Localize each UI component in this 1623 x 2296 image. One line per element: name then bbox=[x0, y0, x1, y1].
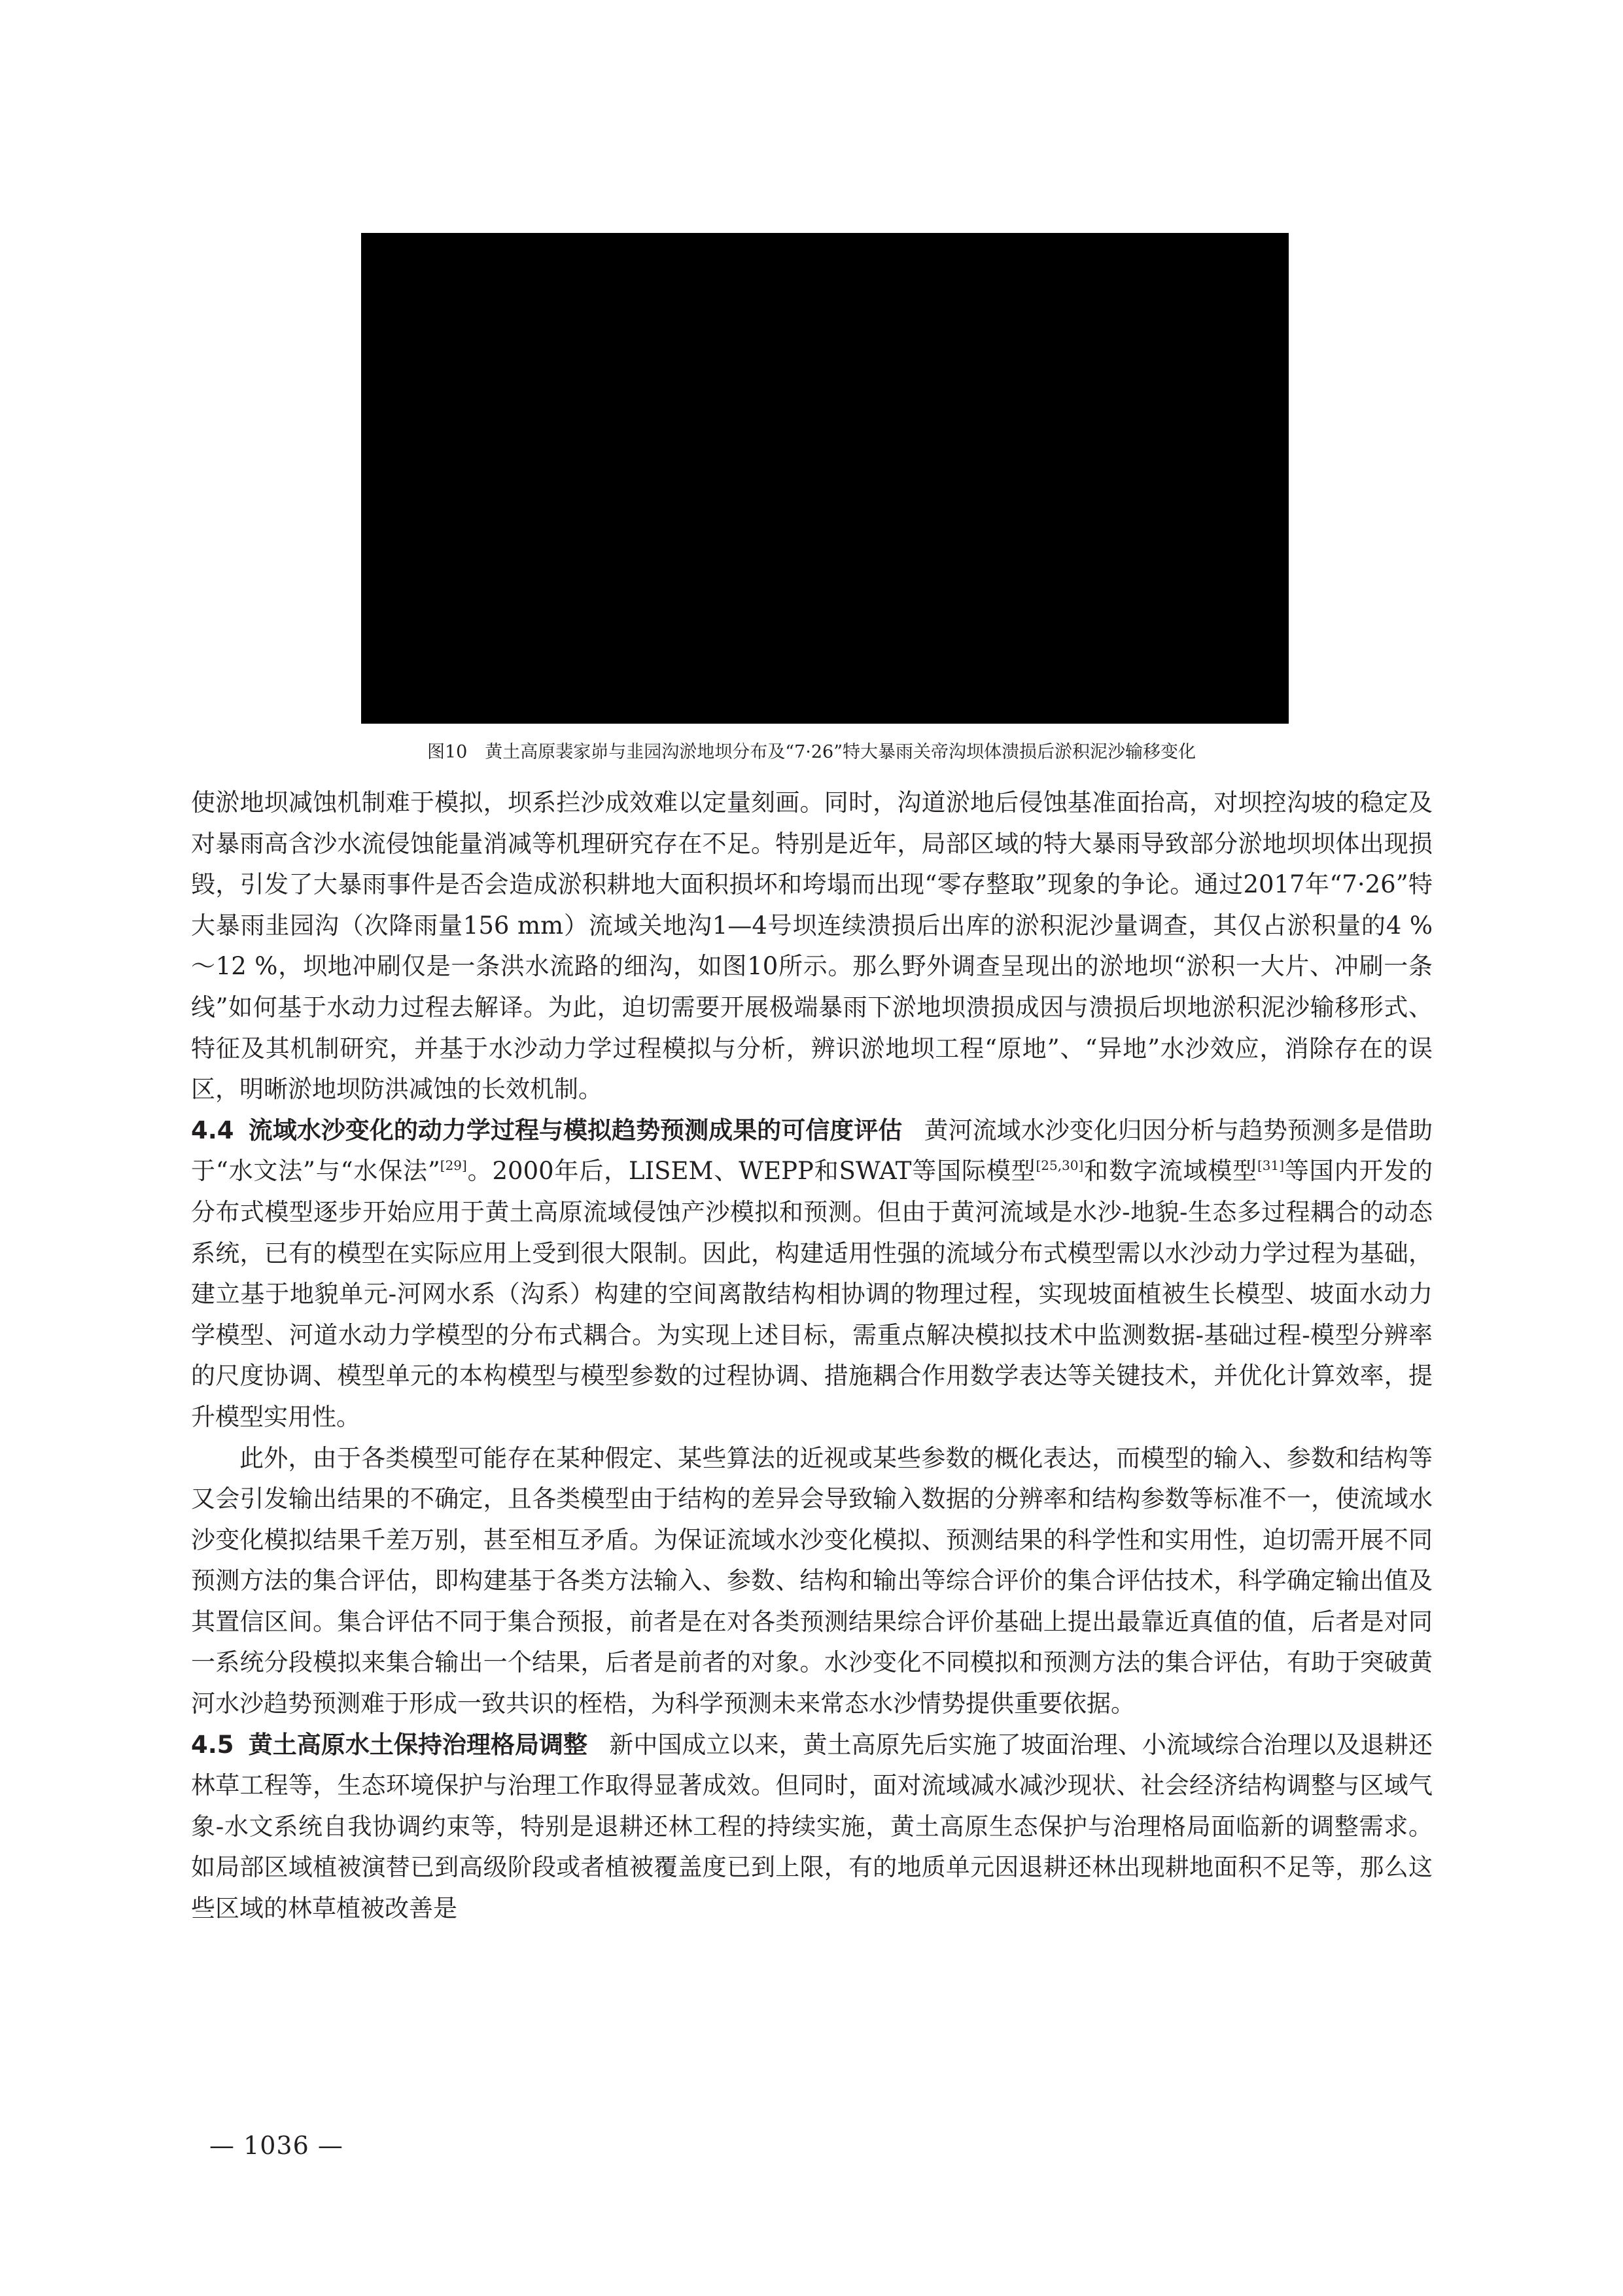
citation-ref: [31] bbox=[1257, 1157, 1285, 1174]
paragraph-text: 等国内开发的分布式模型逐步开始应用于黄土高原流域侵蚀产沙模拟和预测。但由于黄河流域是水沙-地貌-生态多过程耦合的动态系统，已有的模型在实际应用上受到很大限制。因此，构建适用性强的流域分布式模型需以水沙动力学过程为基础，建立基于地貌单元-河网水系（沟系）构建的空间离散结构相协调的物理过程，实现坡面植被生长模型、坡面水动力学模型、河道水动力学模型的分布式耦合。为实现上述目标，需重点解决模拟技术中监测数据-基础过程-模型分辨率的尺度协调、模型单元的本构模型与模型参数的过程协调、措施耦合作用数学表达等关键技术，并优化计算效率，提升模型实用性。 bbox=[191, 1157, 1433, 1431]
section-4-4 bbox=[191, 1110, 1433, 1438]
section-heading: 黄土高原水土保持治理格局调整 bbox=[248, 1730, 588, 1759]
main-body-text bbox=[191, 783, 1433, 1930]
paragraph-text: 新中国成立以来，黄土高原先后实施了坡面治理、小流域综合治理以及退耕还林草工程等，生态环境保护与治理工作取得显著成效。但同时，面对流域减水减沙现状、社会经济结构调整与区域气象-水文系统自我协调约束等，特别是退耕还林工程的持续实施，黄土高原生态保护与治理格局面临新的调整需求。如局部区域植被演替已到高级阶段或者植被覆盖度已到上限，有的地质单元因退耕还林出现耕地面积不足等，那么这些区域的林草植被改善是 bbox=[191, 1730, 1433, 1923]
paragraph-text: 和数字流域模型 bbox=[1083, 1157, 1257, 1186]
page-number: — 1036 — bbox=[209, 2131, 343, 2160]
section-number: 4.4 bbox=[191, 1116, 234, 1144]
section-4-5 bbox=[191, 1725, 1433, 1930]
section-heading: 流域水沙变化的动力学过程与模拟趋势预测成果的可信度评估 bbox=[248, 1116, 903, 1144]
paragraph-text: 黄河流域水沙变化归因分析与趋势预测多是借助于“水文法”与“水保法” bbox=[191, 1116, 1433, 1186]
citation-ref: [29] bbox=[440, 1157, 467, 1174]
figure-caption: 图10 黄土高原裴家峁与韭园沟淤地坝分布及“7·26”特大暴雨关帝沟坝体溃损后淤积泥沙输移变化 bbox=[427, 742, 1196, 762]
paragraph-dam-erosion: 使淤地坝减蚀机制难于模拟，坝系拦沙成效难以定量刻画。同时，沟道淤地后侵蚀基准面抬高，对坝控沟坡的稳定及对暴雨高含沙水流侵蚀能量消减等机理研究存在不足。特别是近年，局部区域的特大暴雨导致部分淤地坝坝体出现损毁，引发了大暴雨事件是否会造成淤积耕地大面积损坏和垮塌而出现“零存整取”现象的争论。通过2017年“7·26”特大暴雨韭园沟（次降雨量156 mm）流域关地沟1—4号坝连续溃损后出库的淤积泥沙量调查，其仅占淤积量的4 %～12 %，坝地冲刷仅是一条洪水流路的细沟，如图10所示。那么野外调查呈现出的淤地坝“淤积一大片、冲刷一条线”如何基于水动力过程去解译。为此，迫切需要开展极端暴雨下淤地坝溃损成因与溃损后坝地淤积泥沙输移形式、特征及其机制研究，并基于水沙动力学过程模拟与分析，辨识淤地坝工程“原地”、“异地”水沙效应，消除存在的误区，明晰淤地坝防洪减蚀的长效机制。 bbox=[191, 788, 1433, 1104]
section-number: 4.5 bbox=[191, 1730, 234, 1759]
figure-10-image bbox=[361, 233, 1289, 724]
paragraph-text: 。2000年后，LISEM、WEPP和SWAT等国际模型 bbox=[466, 1157, 1036, 1186]
citation-ref: [25,30] bbox=[1036, 1157, 1084, 1174]
paragraph-ensemble-evaluation: 此外，由于各类模型可能存在某种假定、某些算法的近视或某些参数的概化表达，而模型的输入、参数和结构等又会引发输出结果的不确定，且各类模型由于结构的差异会导致输入数据的分辨率和结构参数等标准不一，使流域水沙变化模拟结果千差万别，甚至相互矛盾。为保证流域水沙变化模拟、预测结果的科学性和实用性，迫切需开展不同预测方法的集合评估，即构建基于各类方法输入、参数、结构和输出等综合评价的集合评估技术，科学确定输出值及其置信区间。集合评估不同于集合预报，前者是在对各类预测结果综合评价基础上提出最靠近真值的值，后者是对同一系统分段模拟来集合输出一个结果，后者是前者的对象。水沙变化不同模拟和预测方法的集合评估，有助于突破黄河水沙趋势预测难于形成一致共识的桎梏，为科学预测未来常态水沙情势提供重要依据。 bbox=[191, 1443, 1433, 1718]
